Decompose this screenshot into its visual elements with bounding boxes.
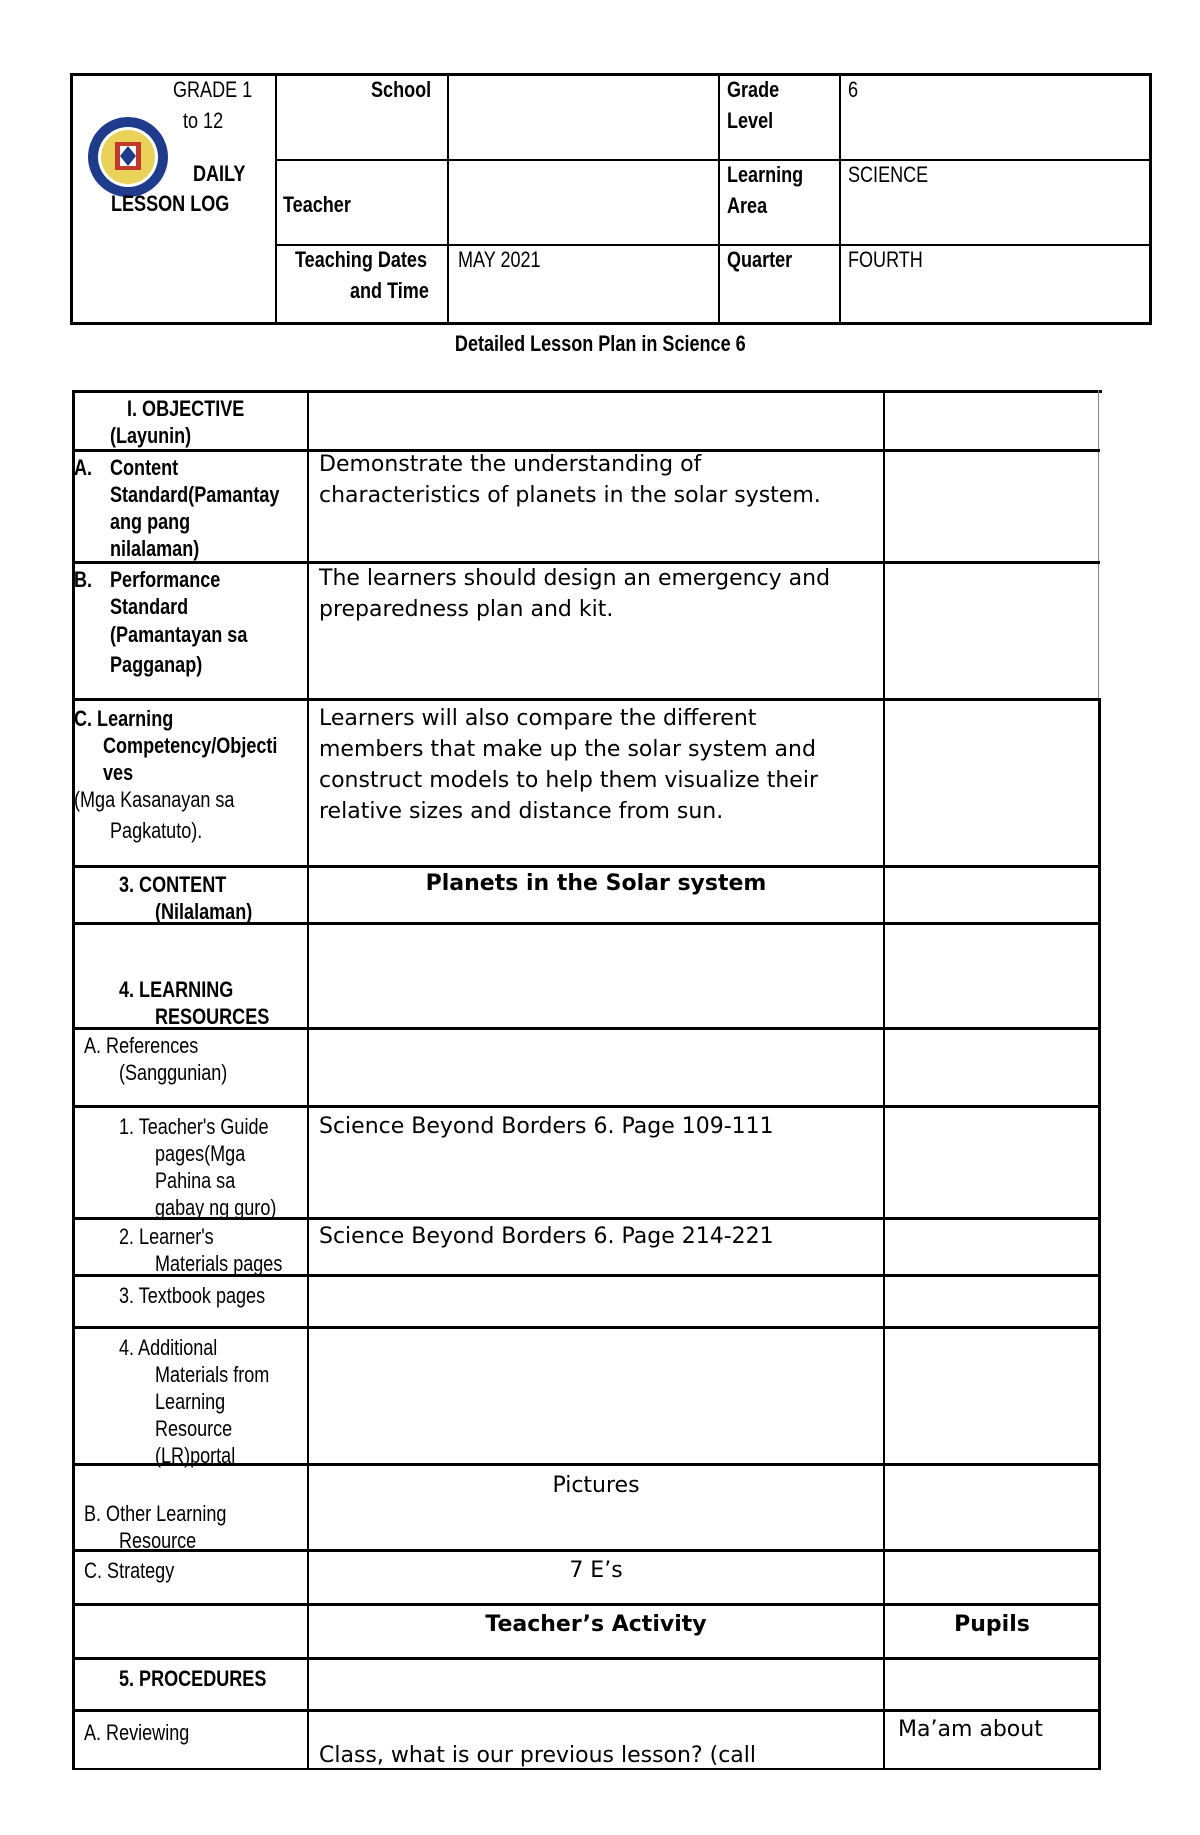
dates-label-line2: and Time: [350, 278, 429, 303]
teachers-guide-text: Science Beyond Borders 6. Page 109-111: [319, 1114, 774, 1139]
content-standard-text: Demonstrate the understanding of characteristics of planets in the solar system.: [319, 452, 821, 508]
reviewing-pupils-text: Ma’am about: [898, 1717, 1043, 1742]
textbook-pages-label: 3. Textbook pages: [119, 1283, 266, 1308]
other-resource-text: Pictures: [552, 1473, 640, 1498]
reviewing-text: Class, what is our previous lesson? (call: [319, 1743, 756, 1768]
content-heading: 3. CONTENT: [119, 872, 227, 897]
teacher-activity-heading: Teacher’s Activity: [485, 1612, 707, 1637]
pupils-heading: Pupils: [954, 1612, 1030, 1637]
strategy-label: C. Strategy: [84, 1558, 175, 1583]
teacher-label: Teacher: [283, 192, 351, 217]
header-title-line1: GRADE 1: [173, 77, 253, 102]
objective-heading: I. OBJECTIVE: [127, 396, 245, 421]
dates-value: MAY 2021: [458, 247, 541, 272]
grade-label-line1: Grade: [727, 77, 780, 102]
area-value: SCIENCE: [848, 162, 929, 187]
learning-resources-heading: 4. LEARNING: [119, 977, 234, 1002]
header-title-line2: to 12: [183, 108, 224, 133]
competency-text: Learners will also compare the different members that make up the solar system and construct models to help them visualize their relative sizes and distance from sun.: [319, 706, 818, 824]
teachers-guide-label: 1. Teacher's Guide: [119, 1114, 269, 1139]
school-label: School: [371, 77, 432, 102]
learners-materials-label: 2. Learner's: [119, 1224, 214, 1249]
learners-materials-text: Science Beyond Borders 6. Page 214-221: [319, 1224, 774, 1249]
dates-label-line1: Teaching Dates: [295, 247, 428, 272]
content-topic: Planets in the Solar system: [425, 871, 767, 896]
area-label-line2: Area: [727, 193, 768, 218]
content-standard-letter: A.: [74, 455, 93, 480]
references-label: A. References: [84, 1033, 199, 1058]
quarter-label: Quarter: [727, 247, 793, 272]
performance-standard-letter: B.: [74, 567, 93, 592]
header-title-line4: LESSON LOG: [111, 191, 230, 216]
document-subtitle: Detailed Lesson Plan in Science 6: [454, 331, 746, 356]
header-title-line3: DAILY: [193, 161, 246, 186]
reviewing-label: A. Reviewing: [84, 1720, 190, 1745]
quarter-value: FOURTH: [848, 247, 923, 272]
grade-label-line2: Level: [727, 108, 774, 133]
strategy-text: 7 E’s: [569, 1558, 623, 1583]
additional-materials-label: 4. Additional: [119, 1335, 218, 1360]
other-resource-label: B. Other Learning: [84, 1501, 227, 1526]
performance-standard-text: The learners should design an emergency and preparedness plan and kit.: [319, 566, 831, 622]
procedures-heading: 5. PROCEDURES: [119, 1666, 267, 1691]
competency-label: C. Learning: [74, 706, 174, 731]
grade-value: 6: [848, 77, 859, 102]
performance-standard-label: Performance: [110, 567, 221, 592]
content-standard-label: Content: [110, 455, 179, 480]
area-label-line1: Learning: [727, 162, 804, 187]
lesson-plan-table: I. OBJECTIVE (Layunin) A. Content Standard(Pamantay ang pang nilalaman) Demonstrate the understanding of characteristics of planets in the solar system. B. Performance Standard (Pamantayan sa Pagganap) The learners should design an emergency and preparedness plan and kit. C. Learning Competency/Objecti ves (Mga Kasanayan sa Pagkatuto). Learners will also compare the different members that make up the solar system and construct models to help them visualize their relative sizes and distance from sun. 3. CONTENT (Nilalaman) Planets in the Solar system 4. LEARNING RESOURCES A. References (Sanggunian) 1. Teacher's Guide pages(Mga Pahina sa gabay ng guro) Science Beyond Borders 6. Page 109-111 2. Learner's Materials pages Science Beyond Borders 6. Page 214-221 3. Textbook pages 4. Additional Materials from Learning Resource (LR)portal B. Other Learning Resource Pictures C. Strategy 7 E’s Teacher’s Activity Pupils 5. PROCEDURES A. Reviewing Class, what is our previous lesson? (call Ma’am about: [0, 0, 1200, 1835]
objective-heading-sub: (Layunin): [110, 423, 192, 448]
